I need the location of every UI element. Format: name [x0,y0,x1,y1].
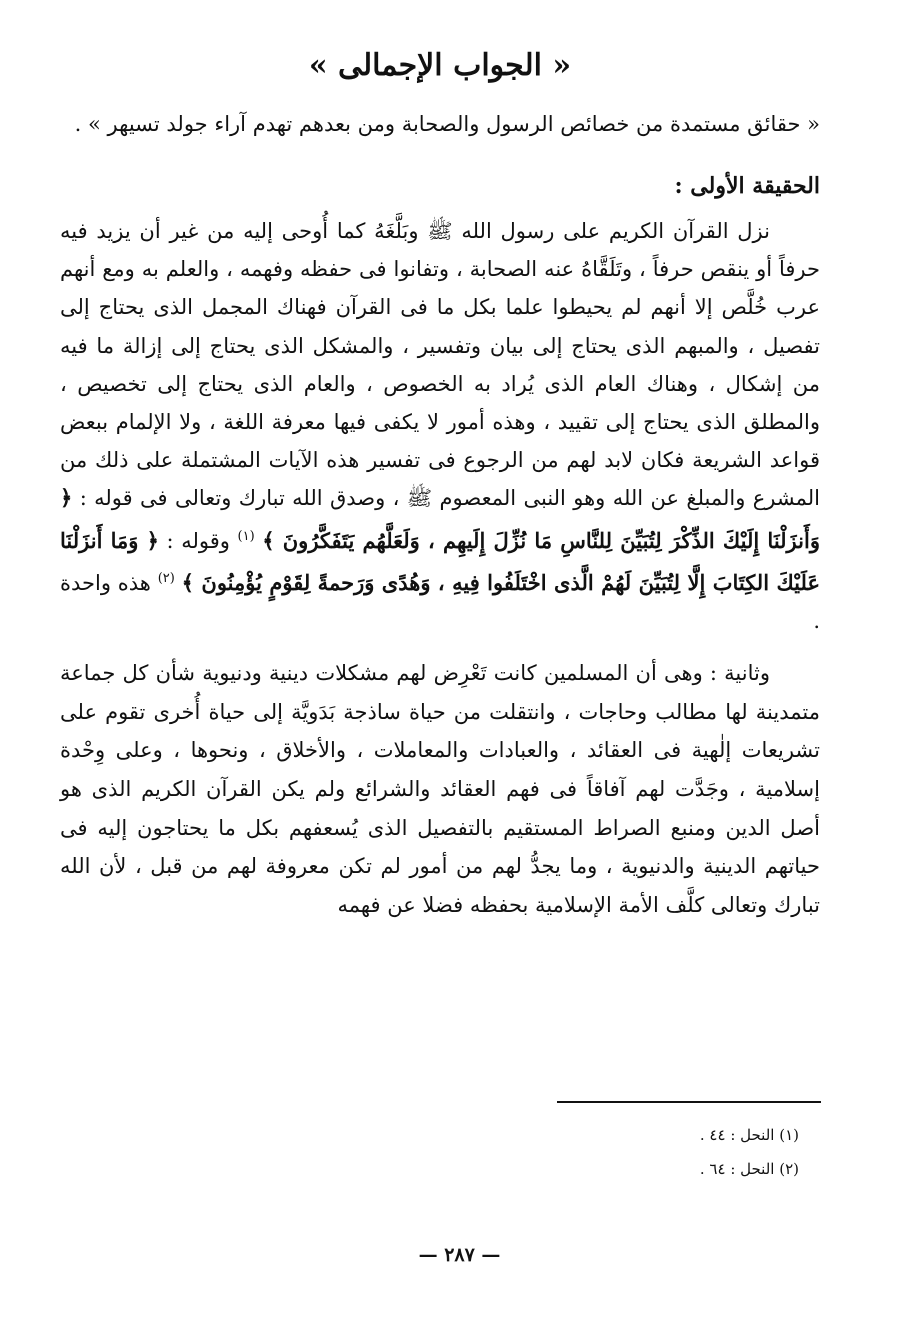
first-truth-paragraph [60,212,820,640]
section-heading: الحقيقة الأولى : [674,173,820,199]
page-body [60,40,820,924]
footnote-ref-1: (١) [237,528,255,544]
second-truth-paragraph: وثانية : وهى أن المسلمين كانت تَعْرِض لهم مشكلات دينية ودنيوية شأن كل جماعة متمدينة لها مطالب وحاجات ، وانتقلت من حياة ساذجة بَدَويَّة إلى حياة أُخرى تقوم على تشريعات إلٰهية فى العقائد ، والعبادات والمعاملات ، والأخلاق ، ونحوها ، وعلى وِحْدة إسلامية ، وجَدَّت لهم آفاقاً فى فهم العقائد والشرائع ولم يكن القرآن الكريم الذى هو أصل الدين ومنبع الصراط المستقيم بالتفصيل الذى يُسعفهم بكل ما يحتاجون إليه فى حياتهم الدينية والدنيوية ، وما يجدُّ لهم من أمور لم تكن معروفة لهم من قبل ، لأن الله تبارك وتعالى كلَّف الأمة الإسلامية بحفظه فضلا عن فهمه [60,661,820,917]
footnote-ref-2: (٢) [157,570,175,586]
footnote-item: (٢) النحل : ٦٤ . [699,1160,799,1178]
footnote-divider [557,1101,821,1103]
footnotes [700,1118,799,1186]
paragraph-text: نزل القرآن الكريم على رسول الله ﷺ وبَلَّغَهُ كما أُوحى إليه من غير أن يزيد فيه حرفاً أو ينقص حرفاً ، وتَلَقَّاهُ عنه الصحابة ، وتفانوا فى حفظه وفهمه ، والعلم به ومع أنهم عرب خُلَّص إلا أنهم لم يحيطوا علما بكل ما فى القرآن فهناك المجمل الذى يحتاج إلى تفصيل ، والمبهم الذى يحتاج إلى بيان وتفسير ، والمشكل الذى يحتاج إلى إزالة ما فيه من إشكال ، وهناك العام الذى يُراد به الخصوص ، والعام الذى يحتاج إلى تخصيص ، والمطلق الذى يحتاج إلى تقييد ، وهذه أمور لا يكفى فيها معرفة اللغة ، ولا الإلمام ببعض قواعد الشريعة فكان لابد لهم من الرجوع فى تفسير هذه الآيات المشتملة على ذلك من المشرع والمبلغ عن الله وهو النبى المعصوم ﷺ ، وصدق الله تبارك وتعالى فى قوله : [60,219,820,511]
quran-verse-2: ﴿ وَمَا أَنزَلْنَا عَلَيْكَ الكِتَابَ إِلَّا لِتُبَيِّنَ لَهُمْ الَّذى اخْتَلَفُوا فِيهِ ، وَهُدًى وَرَحمةً لِقَوْمٍ يُؤْمِنُونَ ﴾ [60,527,820,595]
paragraph-text: هذه واحدة . [60,570,820,634]
quran-verse-1: ﴿ وَأَنزَلْنَا إِلَيْكَ الذِّكْرَ لِتُبَيِّنَ لِلنَّاسِ مَا نُزِّلَ إِلَيهِم ، وَلَعَلَّهُم يَتَفَكَّرُونَ ﴾ [60,485,820,553]
page-title: « الجواب الإجمالى » [308,48,572,83]
page-number: — ٢٨٧ — [418,1244,501,1266]
paragraph-text: وقوله : [166,528,230,553]
intro-paragraph: « حقائق مستمدة من خصائص الرسول والصحابة ومن بعدهم تهدم آراء جولد تسيهر » . [74,112,820,136]
footnote-item: (١) النحل : ٤٤ . [699,1126,799,1144]
